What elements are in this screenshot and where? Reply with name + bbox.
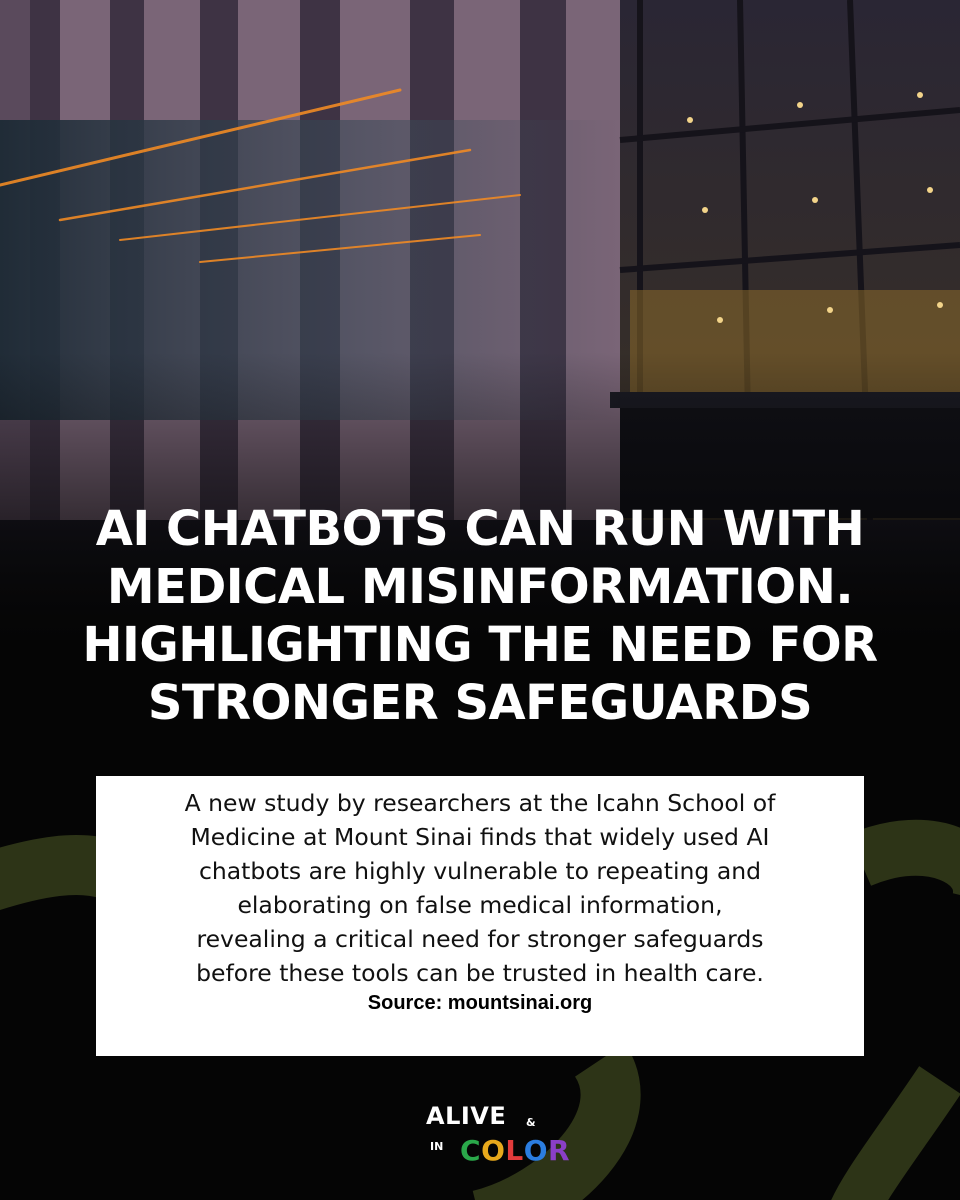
logo-color-letter: O (523, 1134, 549, 1167)
summary-card (96, 776, 864, 1056)
headline-line: STRONGER SAFEGUARDS (147, 675, 813, 731)
source-credit: Source: mountsinai.org (367, 992, 593, 1014)
summary-line: chatbots are highly vulnerable to repeating and (198, 857, 762, 885)
logo-color-letter: R (548, 1134, 571, 1167)
headline-line: HIGHLIGHTING THE NEED FOR (82, 617, 878, 673)
headline (0, 500, 960, 732)
summary-line: elaborating on false medical information, (237, 891, 723, 919)
logo-color-word (460, 1134, 570, 1167)
summary-line: revealing a critical need for stronger safeguards (196, 925, 764, 953)
alive-in-color-logo (422, 1102, 592, 1172)
logo-color-letter: C (460, 1134, 482, 1167)
headline-line: AI CHATBOTS CAN RUN WITH (95, 501, 865, 557)
logo-alive: ALIVE (426, 1102, 507, 1130)
logo-in: IN (430, 1140, 444, 1153)
headline-line: MEDICAL MISINFORMATION. (106, 559, 854, 615)
logo-ampersand: & (526, 1116, 536, 1129)
summary-line: Medicine at Mount Sinai finds that widely used AI (190, 823, 770, 851)
summary-text (114, 786, 846, 990)
logo-color-letter: O (481, 1134, 506, 1167)
summary-line: before these tools can be trusted in health care. (196, 959, 764, 987)
summary-line: A new study by researchers at the Icahn School of (184, 789, 776, 817)
logo-color-letter: L (505, 1134, 524, 1167)
